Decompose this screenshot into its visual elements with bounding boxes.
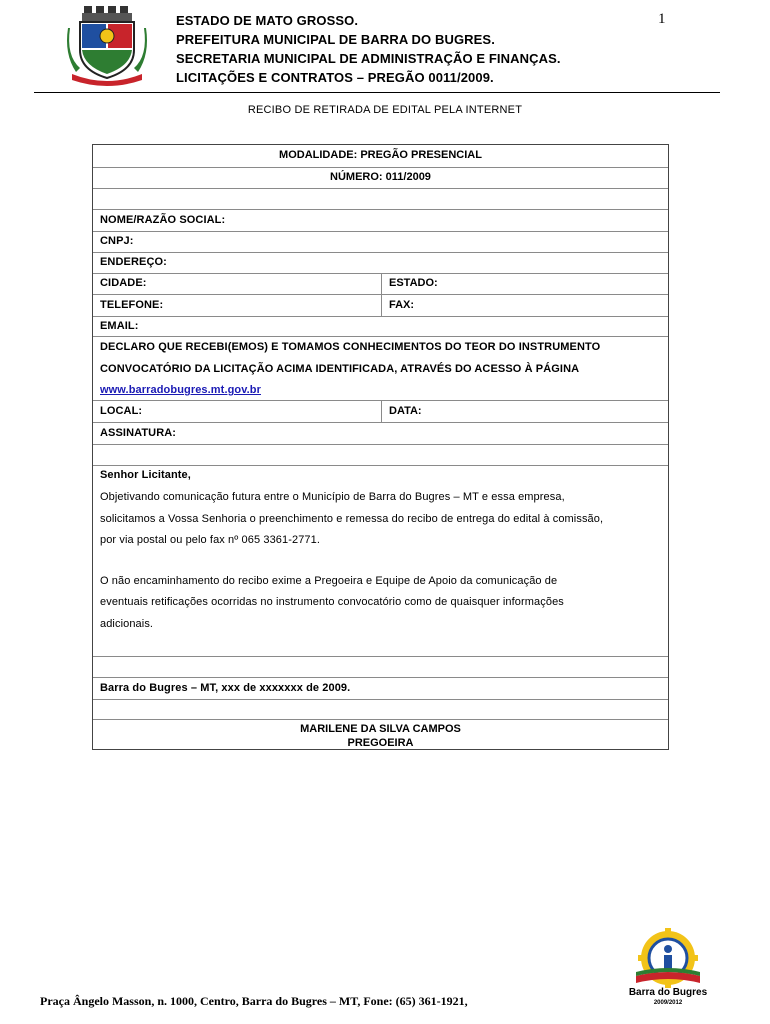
notice-paragraph-1-line-1: Objetivando comunicação futura entre o Município de Barra do Bugres – MT e essa empresa, <box>100 491 565 503</box>
notice-paragraph-1-line-3: por via postal ou pelo fax nº 065 3361-2771. <box>100 534 321 546</box>
endereco-label: ENDEREÇO: <box>100 256 167 268</box>
telefone-label: TELEFONE: <box>100 299 164 311</box>
document-title: RECIBO DE RETIRADA DE EDITAL PELA INTERNET <box>247 104 523 116</box>
footer-address: Praça Ângelo Masson, n. 1000, Centro, Barra do Bugres – MT, Fone: (65) 361-1921, <box>40 994 468 1008</box>
form-row-cidade-estado[interactable] <box>93 274 668 295</box>
logo-years: 2009/2012 <box>653 1000 683 1006</box>
data-label: DATA: <box>389 405 422 417</box>
estado-label: ESTADO: <box>389 277 438 289</box>
modalidade-label: MODALIDADE: PREGÃO PRESENCIAL <box>279 149 482 161</box>
notice-paragraph-2-line-1: O não encaminhamento do recibo exime a Pregoeira e Equipe de Apoio da comunicação de <box>100 575 558 587</box>
fax-label: FAX: <box>389 299 415 311</box>
form-row-signer <box>93 720 668 750</box>
form-row-nome[interactable] <box>93 210 668 232</box>
form-row-modalidade <box>93 145 668 168</box>
receipt-form <box>92 144 669 750</box>
column-divider <box>381 295 382 317</box>
cidade-label: CIDADE: <box>100 277 147 289</box>
column-divider <box>381 401 382 423</box>
column-divider <box>381 274 382 295</box>
notice-paragraph-2-line-2: eventuais retificações ocorridas no instrumento convocatório como de quaisquer informações <box>100 596 564 608</box>
letterhead-secretariat: SECRETARIA MUNICIPAL DE ADMINISTRAÇÃO E FINANÇAS. <box>176 51 561 66</box>
form-row-cnpj[interactable] <box>93 232 668 253</box>
form-row-email[interactable] <box>93 317 668 337</box>
form-row-blank <box>93 189 668 210</box>
form-row-numero <box>93 168 668 189</box>
local-label: LOCAL: <box>100 405 143 417</box>
letterhead-state: ESTADO DE MATO GROSSO. <box>176 13 359 28</box>
numero-label: NÚMERO: 011/2009 <box>330 171 431 183</box>
barra-do-bugres-logo-icon <box>622 928 714 1008</box>
page-number: 1 <box>658 11 666 27</box>
letterhead-prefecture: PREFEITURA MUNICIPAL DE BARRA DO BUGRES. <box>176 32 495 47</box>
form-row-blank <box>93 700 668 720</box>
form-row-blank <box>93 445 668 466</box>
email-label: EMAIL: <box>100 320 139 332</box>
notice-greeting: Senhor Licitante, <box>100 469 191 481</box>
logo-text: Barra do Bugres <box>628 987 708 998</box>
form-row-telefone-fax[interactable] <box>93 295 668 317</box>
form-row-notice <box>93 466 668 657</box>
nome-label: NOME/RAZÃO SOCIAL: <box>100 214 226 226</box>
signer-name: MARILENE DA SILVA CAMPOS <box>300 723 461 735</box>
form-row-endereco[interactable] <box>93 253 668 274</box>
form-row-local-data[interactable] <box>93 401 668 423</box>
declaration-line-2: CONVOCATÓRIO DA LICITAÇÃO ACIMA IDENTIFICADA, ATRAVÉS DO ACESSO À PÁGINA <box>100 363 580 375</box>
declaration-line-1: DECLARO QUE RECEBI(EMOS) E TOMAMOS CONHECIMENTOS DO TEOR DO INSTRUMENTO <box>100 341 601 353</box>
website-link[interactable]: www.barradobugres.mt.gov.br <box>100 384 261 396</box>
form-row-declaration <box>93 337 668 401</box>
form-row-blank <box>93 657 668 678</box>
form-row-assinatura[interactable] <box>93 423 668 445</box>
notice-paragraph-1-line-2: solicitamos a Vossa Senhoria o preenchimento e remessa do recibo de entrega do edital à comissão, <box>100 513 604 525</box>
letterhead-bidding: LICITAÇÕES E CONTRATOS – PREGÃO 0011/2009. <box>176 70 494 85</box>
place-date: Barra do Bugres – MT, xxx de xxxxxxx de 2009. <box>100 682 351 694</box>
notice-paragraph-2-line-3: adicionais. <box>100 618 154 630</box>
header-divider <box>34 92 720 93</box>
form-row-place-date <box>93 678 668 700</box>
assinatura-label: ASSINATURA: <box>100 427 177 439</box>
letterhead <box>176 11 646 87</box>
signer-role: PREGOEIRA <box>347 737 414 749</box>
cnpj-label: CNPJ: <box>100 235 134 247</box>
municipal-crest-icon <box>62 6 152 88</box>
